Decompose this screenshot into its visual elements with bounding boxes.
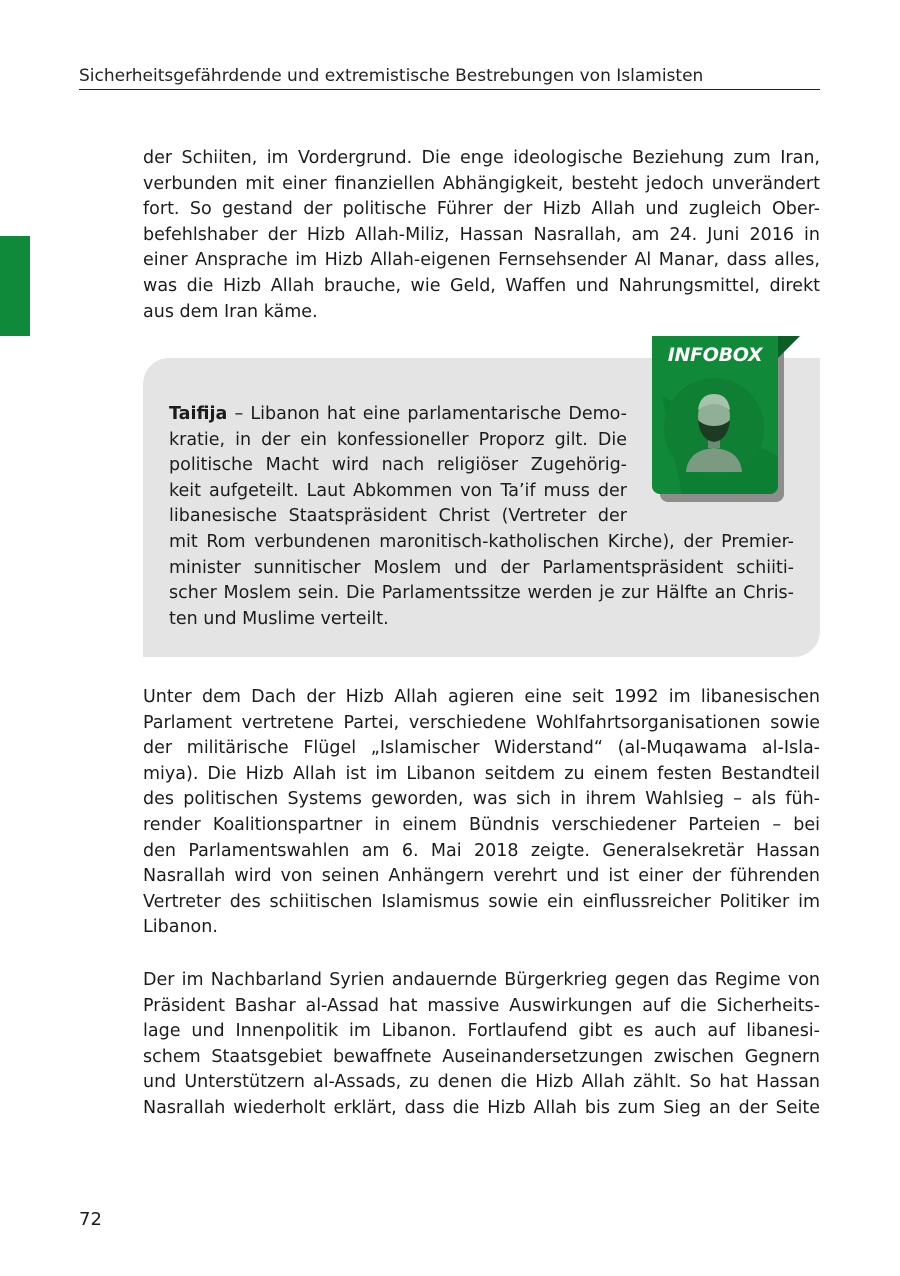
paragraph-line: Nasrallah wird von seinen Anhängern verehrt und ist einer der führenden (143, 866, 820, 887)
paragraph-line: verbunden mit einer finanziellen Abhängigkeit, besteht jedoch unverändert (143, 173, 820, 194)
paragraph-line: des politischen Systems geworden, was sich in ihrem Wahlsieg – als füh- (143, 789, 820, 810)
infobox-line (169, 402, 627, 428)
running-header: Sicherheitsgefährdende und extremistische Bestrebungen von Islamisten (79, 64, 820, 90)
infobox-line: mit Rom verbundenen maronitisch-katholischen Kirche), der Premier- (169, 531, 794, 552)
paragraph-3 (143, 968, 820, 1122)
paragraph-line: was die Hizb Allah brauche, wie Geld, Waffen und Nahrungsmittel, direkt (143, 275, 820, 296)
paragraph-line: Präsident Bashar al-Assad hat massive Auswirkungen auf die Sicherheits- (143, 995, 820, 1016)
paragraph-line: aus dem Iran käme. (143, 301, 318, 322)
page-number: 72 (79, 1209, 102, 1230)
paragraph-line: und Unterstützern al-Assads, zu denen die Hizb Allah zählt. So hat Hassan (143, 1072, 820, 1093)
paragraph-2 (143, 685, 820, 941)
person-silhouette-icon (652, 376, 778, 494)
infobox-line: ten und Muslime verteilt. (169, 608, 389, 629)
infobox-line: libanesische Staatspräsident Christ (Vertreter der (169, 506, 627, 527)
infobox-term: Taifija (169, 404, 228, 424)
paragraph-line: Libanon. (143, 917, 218, 938)
paragraph-line: einer Ansprache im Hizb Allah-eigenen Fernsehsender Al Manar, dass alles, (143, 250, 820, 271)
paragraph-line: den Parlamentswahlen am 6. Mai 2018 zeigte. Generalsekretär Hassan (143, 840, 820, 861)
infobox-line: politische Macht wird nach religiöser Zugehörig- (169, 455, 627, 476)
badge-corner-fold (778, 336, 800, 358)
badge-label: INFOBOX (667, 344, 763, 366)
paragraph-line: lage und Innenpolitik im Libanon. Fortlaufend gibt es auch auf libanesi- (143, 1021, 820, 1042)
paragraph-line: Der im Nachbarland Syrien andauernde Bürgerkrieg gegen das Regime von (143, 970, 820, 990)
paragraph-line: schem Staatsgebiet bewaffnete Auseinandersetzungen zwischen Gegnern (143, 1046, 820, 1067)
paragraph-line: Unter dem Dach der Hizb Allah agieren eine seit 1992 im libanesischen (143, 687, 820, 707)
paragraph-line: render Koalitionspartner in einem Bündnis verschiedener Parteien – bei (143, 814, 820, 835)
paragraph-line: der militärische Flügel „Islamischer Widerstand“ (al-Muqawama al-Isla- (143, 738, 820, 759)
infobox-line: minister sunnitischer Moslem und der Parlamentspräsident schiiti- (169, 557, 794, 578)
paragraph-line: fort. So gestand der politische Führer der Hizb Allah und zugleich Ober- (143, 199, 820, 220)
paragraph-line: Parlament vertretene Partei, verschiedene Wohlfahrtsorganisationen sowie (143, 712, 820, 733)
infobox-line: kratie, in der ein konfessioneller Proporz gilt. Die (169, 429, 627, 450)
paragraph-line: Vertreter des schiitischen Islamismus sowie ein einflussreicher Politiker im (143, 891, 820, 912)
paragraph-line: befehlshaber der Hizb Allah-Miliz, Hassan Nasrallah, am 24. Juni 2016 in (143, 224, 820, 245)
infobox-badge (652, 336, 802, 506)
paragraph-line: Nasrallah wiederholt erklärt, dass die Hizb Allah bis zum Sieg an der Seite (143, 1097, 820, 1118)
infobox-term-definition: – Libanon hat eine parlamentarische Demo- (227, 404, 627, 424)
paragraph-1 (143, 146, 820, 325)
chapter-marker-tab (0, 236, 30, 336)
badge-card (652, 336, 778, 494)
infobox-line: keit aufgeteilt. Laut Abkommen von Ta’if muss der (169, 480, 627, 501)
paragraph-line: der Schiiten, im Vordergrund. Die enge ideologische Beziehung zum Iran, (143, 148, 820, 168)
paragraph-line: miya). Die Hizb Allah ist im Libanon seitdem zu einem festen Bestandteil (143, 763, 820, 784)
infobox-line: scher Moslem sein. Die Parlamentssitze werden je zur Hälfte an Chris- (169, 583, 794, 604)
